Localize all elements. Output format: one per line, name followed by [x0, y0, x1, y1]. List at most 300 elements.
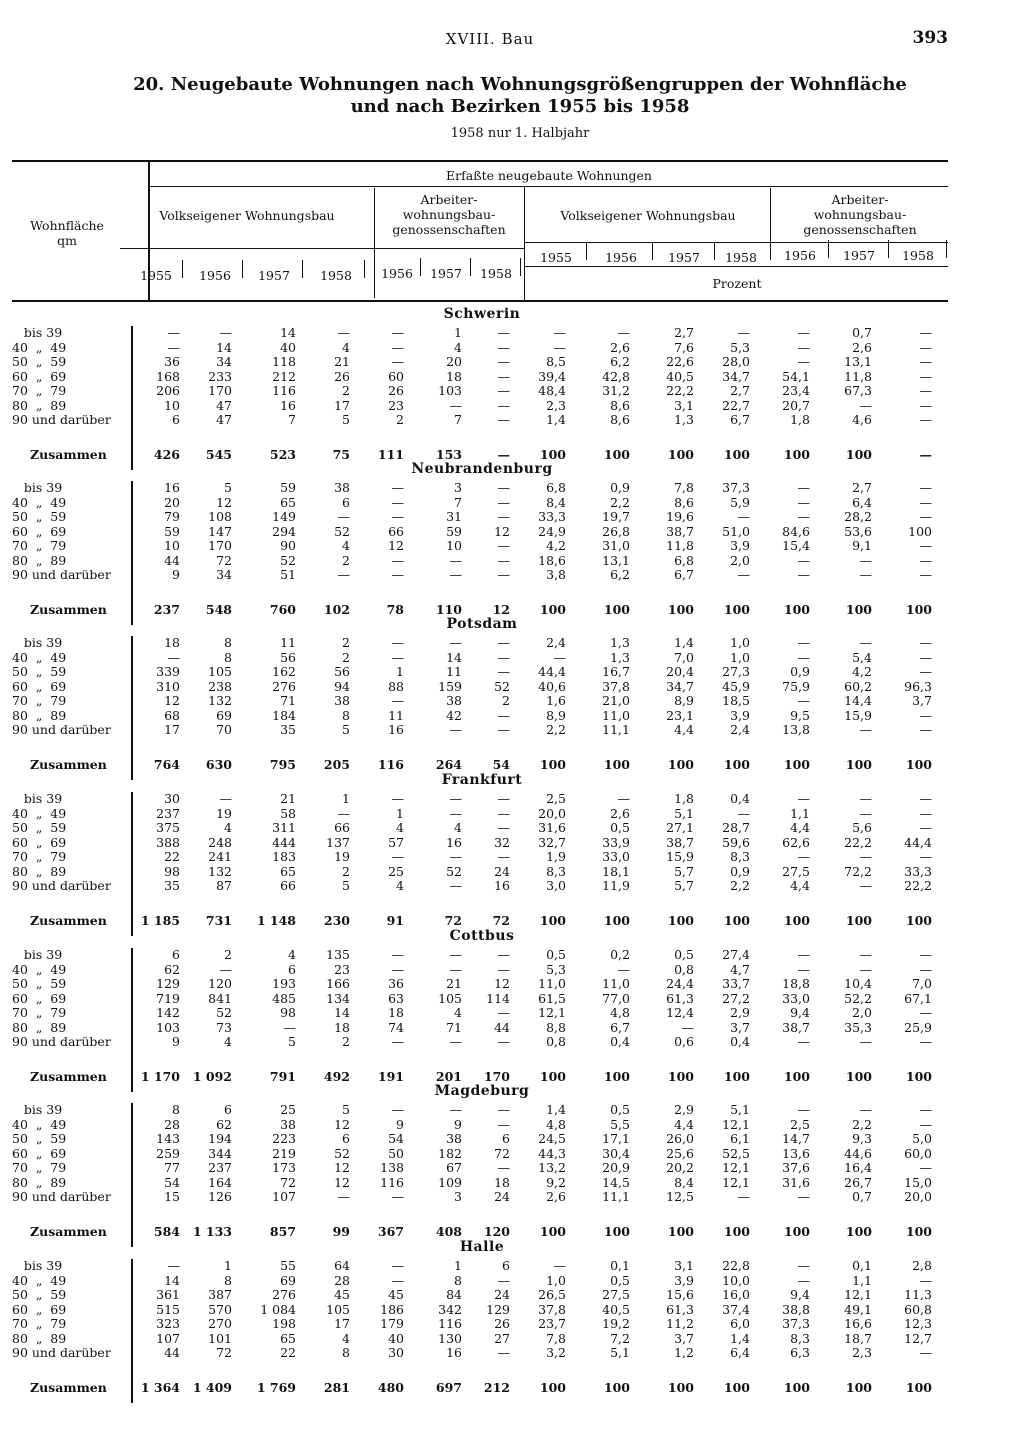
year-header: 1956 — [381, 266, 413, 281]
table-cell: — — [797, 552, 810, 568]
table-cell: 5,9 — [730, 494, 750, 510]
table-cell: 66 — [280, 878, 296, 893]
table-cell: 697 — [435, 1379, 462, 1395]
table-cell: 0,9 — [610, 480, 630, 495]
table-cell: 36 — [388, 976, 404, 991]
table-cell: 5 — [224, 480, 232, 495]
table-cell: 32,7 — [538, 834, 566, 850]
table-cell: — — [391, 961, 404, 977]
table-cell: — — [497, 446, 510, 462]
row-label: 80 „ 89 — [12, 397, 67, 413]
table-cell: 12 — [494, 523, 510, 539]
table-cell: — — [919, 961, 932, 977]
table-cell: 11,1 — [602, 722, 630, 737]
table-cell: 33,0 — [602, 849, 630, 864]
table-cell: 5,1 — [674, 805, 694, 821]
table-cell: — — [553, 325, 566, 340]
table-cell: — — [449, 567, 462, 582]
table-cell: 4,4 — [674, 722, 694, 737]
total-row — [12, 758, 948, 772]
table-cell: 5 — [342, 1102, 350, 1117]
year-header: 1955 — [540, 250, 572, 265]
table-cell: — — [449, 947, 462, 962]
table-cell: 2 — [396, 412, 404, 427]
table-cell: 20,7 — [782, 397, 810, 413]
table-cell: 51,0 — [722, 523, 750, 539]
row-label: 80 „ 89 — [12, 863, 67, 879]
table-row — [12, 1332, 948, 1346]
table-cell: 7 — [454, 494, 462, 510]
table-cell: 100 — [603, 1379, 630, 1395]
table-cell: — — [797, 1272, 810, 1288]
table-cell: 12 — [388, 538, 404, 553]
table-cell: 69 — [216, 707, 232, 723]
table-row — [12, 709, 948, 723]
table-cell: 11,1 — [602, 1189, 630, 1204]
table-row — [12, 1274, 948, 1288]
table-cell: 116 — [377, 756, 404, 772]
table-cell: 344 — [208, 1145, 232, 1161]
table-cell: 12 — [492, 601, 510, 617]
table-cell: 100 — [783, 1068, 810, 1084]
table-cell: 14 — [280, 325, 296, 340]
year-header: 1957 — [258, 268, 290, 283]
table-cell: 12,3 — [904, 1316, 932, 1331]
table-cell: 48,4 — [538, 383, 566, 398]
table-cell: — — [919, 1034, 932, 1049]
table-cell: 4 — [396, 878, 404, 893]
table-cell: — — [919, 538, 932, 553]
table-cell: 26 — [494, 1316, 510, 1331]
table-cell: 100 — [723, 1223, 750, 1239]
table-cell: 100 — [667, 912, 694, 928]
table-cell: — — [449, 805, 462, 821]
table-cell: — — [797, 567, 810, 582]
table-cell: — — [919, 1102, 932, 1117]
table-cell: 31,6 — [538, 820, 566, 835]
table-cell: 4 — [288, 947, 296, 962]
table-cell: — — [797, 791, 810, 806]
table-cell: 545 — [205, 446, 232, 462]
table-cell: 59 — [280, 480, 296, 495]
table-cell: — — [497, 354, 510, 369]
table-cell: 100 — [539, 1223, 566, 1239]
top-header: Erfaßte neugebaute Wohnungen — [446, 168, 652, 183]
table-row — [12, 694, 948, 708]
table-cell: 54 — [492, 756, 510, 772]
table-cell: 75 — [332, 446, 350, 462]
table-cell: 11,8 — [666, 538, 694, 553]
table-cell: 100 — [783, 446, 810, 462]
table-cell: 20 — [164, 494, 180, 510]
table-cell: 367 — [377, 1223, 404, 1239]
table-cell: — — [391, 1258, 404, 1273]
table-cell: 7 — [288, 412, 296, 427]
table-cell: 27,5 — [602, 1287, 630, 1302]
table-cell: 3,9 — [730, 707, 750, 723]
table-cell: — — [859, 1034, 872, 1049]
table-cell: 1,9 — [546, 849, 566, 864]
table-cell: 24,5 — [538, 1131, 566, 1146]
table-cell: 65 — [280, 863, 296, 879]
table-cell: 72 — [216, 1345, 232, 1360]
table-cell: 1,3 — [674, 412, 694, 427]
table-cell: 28,2 — [844, 509, 872, 524]
table-cell: 6 — [502, 1131, 510, 1146]
table-cell: 20 — [446, 354, 462, 369]
table-cell: 166 — [326, 976, 350, 991]
table-cell: 37,8 — [602, 678, 630, 694]
table-cell: 134 — [326, 990, 350, 1006]
table-cell: 4 — [454, 820, 462, 835]
table-cell: 20,0 — [904, 1189, 932, 1204]
table-cell: 27,2 — [722, 990, 750, 1006]
table-cell: 87 — [216, 878, 232, 893]
table-cell: 764 — [153, 756, 180, 772]
table-cell: 205 — [323, 756, 350, 772]
table-cell: 168 — [156, 368, 180, 384]
table-row — [12, 963, 948, 977]
table-cell: 15,4 — [782, 538, 810, 553]
table-cell: 52 — [334, 1145, 350, 1161]
table-cell: 126 — [208, 1189, 232, 1204]
table-cell: 8,6 — [674, 494, 694, 510]
table-cell: 62 — [164, 961, 180, 977]
table-cell: 4 — [454, 1005, 462, 1020]
table-cell: — — [497, 664, 510, 679]
table-cell: 39,4 — [538, 368, 566, 384]
table-cell: — — [449, 552, 462, 568]
table-cell: 15 — [164, 1189, 180, 1204]
table-cell: — — [797, 494, 810, 510]
table-cell: 111 — [377, 446, 404, 462]
table-cell: 6,7 — [610, 1019, 630, 1035]
table-cell: 72 — [444, 912, 462, 928]
table-cell: — — [391, 635, 404, 650]
table-row — [12, 792, 948, 806]
row-label: 70 „ 79 — [12, 1160, 67, 1175]
table-cell: 7,6 — [674, 339, 694, 355]
table-cell: 8,9 — [674, 693, 694, 708]
table-cell: 2 — [342, 383, 350, 398]
table-cell: 100 — [783, 756, 810, 772]
table-cell: 2,3 — [852, 1345, 872, 1360]
table-title-line2: und nach Bezirken 1955 bis 1958 — [350, 96, 690, 117]
table-cell: 35 — [164, 878, 180, 893]
table-cell: 44,6 — [844, 1145, 872, 1161]
table-cell: 1,8 — [790, 412, 810, 427]
table-cell: 30,4 — [602, 1145, 630, 1161]
table-cell: 6,8 — [546, 480, 566, 495]
table-cell: 27,3 — [722, 664, 750, 679]
table-cell: 26,5 — [538, 1287, 566, 1302]
table-cell: 79 — [164, 509, 180, 524]
table-row — [12, 836, 948, 850]
year-header: 1956 — [784, 248, 816, 263]
table-cell: 30 — [388, 1345, 404, 1360]
table-cell: 38,7 — [782, 1019, 810, 1035]
table-row — [12, 723, 948, 737]
stub-header — [12, 218, 122, 248]
row-label: 40 „ 49 — [12, 494, 67, 510]
table-cell: 45,9 — [722, 678, 750, 694]
table-cell: 492 — [323, 1068, 350, 1084]
table-cell: 100 — [603, 446, 630, 462]
table-cell: — — [681, 1019, 694, 1035]
table-cell: 1,8 — [674, 791, 694, 806]
table-cell: 5,4 — [852, 649, 872, 665]
table-cell: 191 — [377, 1068, 404, 1084]
table-cell: — — [497, 707, 510, 723]
table-row — [12, 636, 948, 650]
table-cell: 32 — [494, 834, 510, 850]
table-row — [12, 651, 948, 665]
table-cell: 9,3 — [852, 1131, 872, 1146]
table-cell: — — [449, 791, 462, 806]
table-cell: 0,9 — [730, 863, 750, 879]
table-cell: 61,3 — [666, 990, 694, 1006]
table-cell: 61,3 — [666, 1301, 694, 1317]
table-cell: 15,6 — [666, 1287, 694, 1302]
table-cell: 8,3 — [730, 849, 750, 864]
table-cell: 2,9 — [730, 1005, 750, 1020]
table-cell: 16 — [280, 397, 296, 413]
table-cell: 584 — [153, 1223, 180, 1239]
table-cell: 35,3 — [844, 1019, 872, 1035]
table-cell: 323 — [156, 1316, 180, 1331]
table-cell: — — [919, 325, 932, 340]
table-cell: 36 — [164, 354, 180, 369]
table-cell: 16,7 — [602, 664, 630, 679]
table-cell: — — [449, 1034, 462, 1049]
table-cell: 137 — [326, 834, 350, 850]
row-label: 90 und darüber — [12, 1189, 111, 1204]
table-cell: — — [919, 722, 932, 737]
table-cell: 22,2 — [904, 878, 932, 893]
table-cell: 132 — [208, 693, 232, 708]
table-cell: 12,1 — [722, 1116, 750, 1132]
table-cell: 6,4 — [730, 1345, 750, 1360]
row-label: 40 „ 49 — [12, 649, 67, 665]
table-row — [12, 680, 948, 694]
table-row — [12, 568, 948, 582]
table-cell: — — [919, 397, 932, 413]
table-cell: 59 — [164, 523, 180, 539]
table-cell: — — [391, 1272, 404, 1288]
table-cell: — — [859, 791, 872, 806]
table-cell: 6,7 — [730, 412, 750, 427]
table-cell: 9,2 — [546, 1174, 566, 1190]
table-cell: 17 — [334, 397, 350, 413]
table-cell: 19,6 — [666, 509, 694, 524]
table-row — [12, 879, 948, 893]
table-row — [12, 850, 948, 864]
table-cell: 480 — [377, 1379, 404, 1395]
table-cell: — — [337, 1189, 350, 1204]
table-row — [12, 1288, 948, 1302]
table-cell: 78 — [386, 601, 404, 617]
table-cell: 238 — [208, 678, 232, 694]
table-cell: — — [859, 1102, 872, 1117]
group-awg-percent — [772, 192, 948, 237]
table-cell: 18,5 — [722, 693, 750, 708]
table-cell: 5,7 — [674, 863, 694, 879]
table-cell: 77,0 — [602, 990, 630, 1006]
table-cell: 12 — [334, 1116, 350, 1132]
table-cell: — — [391, 849, 404, 864]
table-cell: 12,4 — [666, 1005, 694, 1020]
table-cell: 159 — [438, 678, 462, 694]
table-cell: 0,7 — [852, 1189, 872, 1204]
table-cell: 23,7 — [538, 1316, 566, 1331]
row-label: Zusammen — [30, 1223, 107, 1239]
table-cell: 3 — [454, 1189, 462, 1204]
table-cell: 16 — [446, 1345, 462, 1360]
table-cell: — — [497, 722, 510, 737]
table-row — [12, 1021, 948, 1035]
table-cell: 0,6 — [674, 1034, 694, 1049]
table-cell: — — [919, 552, 932, 568]
table-cell: 8,3 — [546, 863, 566, 879]
table-cell: 52 — [280, 552, 296, 568]
table-cell: 28 — [334, 1272, 350, 1288]
table-cell: 4,8 — [546, 1116, 566, 1132]
table-cell: 11 — [388, 707, 404, 723]
table-cell: — — [219, 961, 232, 977]
row-label: Zusammen — [30, 601, 107, 617]
table-cell: — — [797, 1034, 810, 1049]
table-cell: — — [797, 480, 810, 495]
table-cell: 100 — [723, 756, 750, 772]
table-cell: 8 — [172, 1102, 180, 1117]
table-cell: — — [283, 1019, 296, 1035]
table-row — [12, 326, 948, 340]
table-cell: 14,4 — [844, 693, 872, 708]
table-cell: — — [797, 1102, 810, 1117]
table-cell: 118 — [272, 354, 296, 369]
table-cell: 100 — [845, 756, 872, 772]
table-cell: — — [919, 791, 932, 806]
table-cell: 2,9 — [674, 1102, 694, 1117]
group-awg-line1: Arbeiter- — [831, 192, 889, 207]
table-cell: — — [919, 368, 932, 384]
table-cell: 2 — [342, 552, 350, 568]
table-cell: — — [617, 961, 630, 977]
table-cell: 0,2 — [610, 947, 630, 962]
table-cell: 1 — [342, 791, 350, 806]
table-cell: 67,3 — [844, 383, 872, 398]
table-cell: — — [797, 849, 810, 864]
table-cell: 11,0 — [602, 707, 630, 723]
table-cell: 138 — [380, 1160, 404, 1175]
table-cell: 84,6 — [782, 523, 810, 539]
table-cell: 4,4 — [674, 1116, 694, 1132]
table-cell: — — [919, 1160, 932, 1175]
table-cell: 1,6 — [546, 693, 566, 708]
table-cell: 3,7 — [912, 693, 932, 708]
table-cell: — — [497, 1102, 510, 1117]
table-cell: 1,0 — [730, 649, 750, 665]
table-cell: — — [497, 538, 510, 553]
table-cell: 149 — [272, 509, 296, 524]
table-row — [12, 384, 948, 398]
table-cell: — — [391, 494, 404, 510]
table-cell: — — [919, 567, 932, 582]
table-cell: — — [859, 878, 872, 893]
table-cell: 18 — [446, 368, 462, 384]
table-cell: 33,0 — [782, 990, 810, 1006]
table-cell: — — [337, 567, 350, 582]
table-cell: 2 — [502, 693, 510, 708]
table-cell: 33,3 — [904, 863, 932, 879]
table-cell: 54 — [388, 1131, 404, 1146]
table-cell: 18,6 — [538, 552, 566, 568]
row-label: 80 „ 89 — [12, 1019, 67, 1035]
table-cell: 33,3 — [538, 509, 566, 524]
table-cell: 0,8 — [546, 1034, 566, 1049]
table-cell: 72,2 — [844, 863, 872, 879]
table-cell: 1,4 — [674, 635, 694, 650]
table-cell: — — [337, 805, 350, 821]
table-cell: 12,1 — [722, 1174, 750, 1190]
year-header: 1957 — [843, 248, 875, 263]
table-cell: — — [497, 383, 510, 398]
table-subtitle: 1958 nur 1. Halbjahr — [450, 126, 590, 141]
table-cell: 22 — [280, 1345, 296, 1360]
table-cell: 6,4 — [852, 494, 872, 510]
table-cell: — — [919, 1272, 932, 1288]
table-cell: — — [859, 567, 872, 582]
table-cell: 270 — [208, 1316, 232, 1331]
table-cell: 100 — [603, 601, 630, 617]
table-cell: 42 — [446, 707, 462, 723]
table-cell: 1,3 — [610, 649, 630, 665]
table-cell: 6 — [224, 1102, 232, 1117]
table-cell: 30 — [164, 791, 180, 806]
table-cell: 264 — [435, 756, 462, 772]
table-cell: 100 — [905, 1379, 932, 1395]
table-cell: 31,6 — [782, 1174, 810, 1190]
table-cell: 6,3 — [790, 1345, 810, 1360]
table-cell: — — [919, 383, 932, 398]
table-cell: 4,2 — [546, 538, 566, 553]
table-cell: 4 — [224, 1034, 232, 1049]
table-cell: 2,5 — [546, 791, 566, 806]
table-cell: — — [449, 722, 462, 737]
table-cell: 11,0 — [602, 976, 630, 991]
table-cell: — — [919, 849, 932, 864]
table-cell: — — [219, 791, 232, 806]
table-cell: 15,9 — [666, 849, 694, 864]
total-row — [12, 448, 948, 462]
housing-table — [12, 160, 948, 1395]
table-cell: 71 — [280, 693, 296, 708]
table-row — [12, 665, 948, 679]
table-header — [12, 160, 948, 302]
table-cell: — — [497, 961, 510, 977]
table-cell: 17,1 — [602, 1131, 630, 1146]
table-row — [12, 413, 948, 427]
table-cell: 130 — [438, 1330, 462, 1346]
bezirk-heading: Potsdam — [446, 616, 518, 632]
table-cell: 2,3 — [546, 397, 566, 413]
table-cell: 56 — [280, 649, 296, 665]
row-label: 80 „ 89 — [12, 707, 67, 723]
table-cell: 276 — [272, 678, 296, 694]
table-cell: 40 — [388, 1330, 404, 1346]
table-cell: 11,9 — [602, 878, 630, 893]
table-cell: 5,0 — [912, 1131, 932, 1146]
